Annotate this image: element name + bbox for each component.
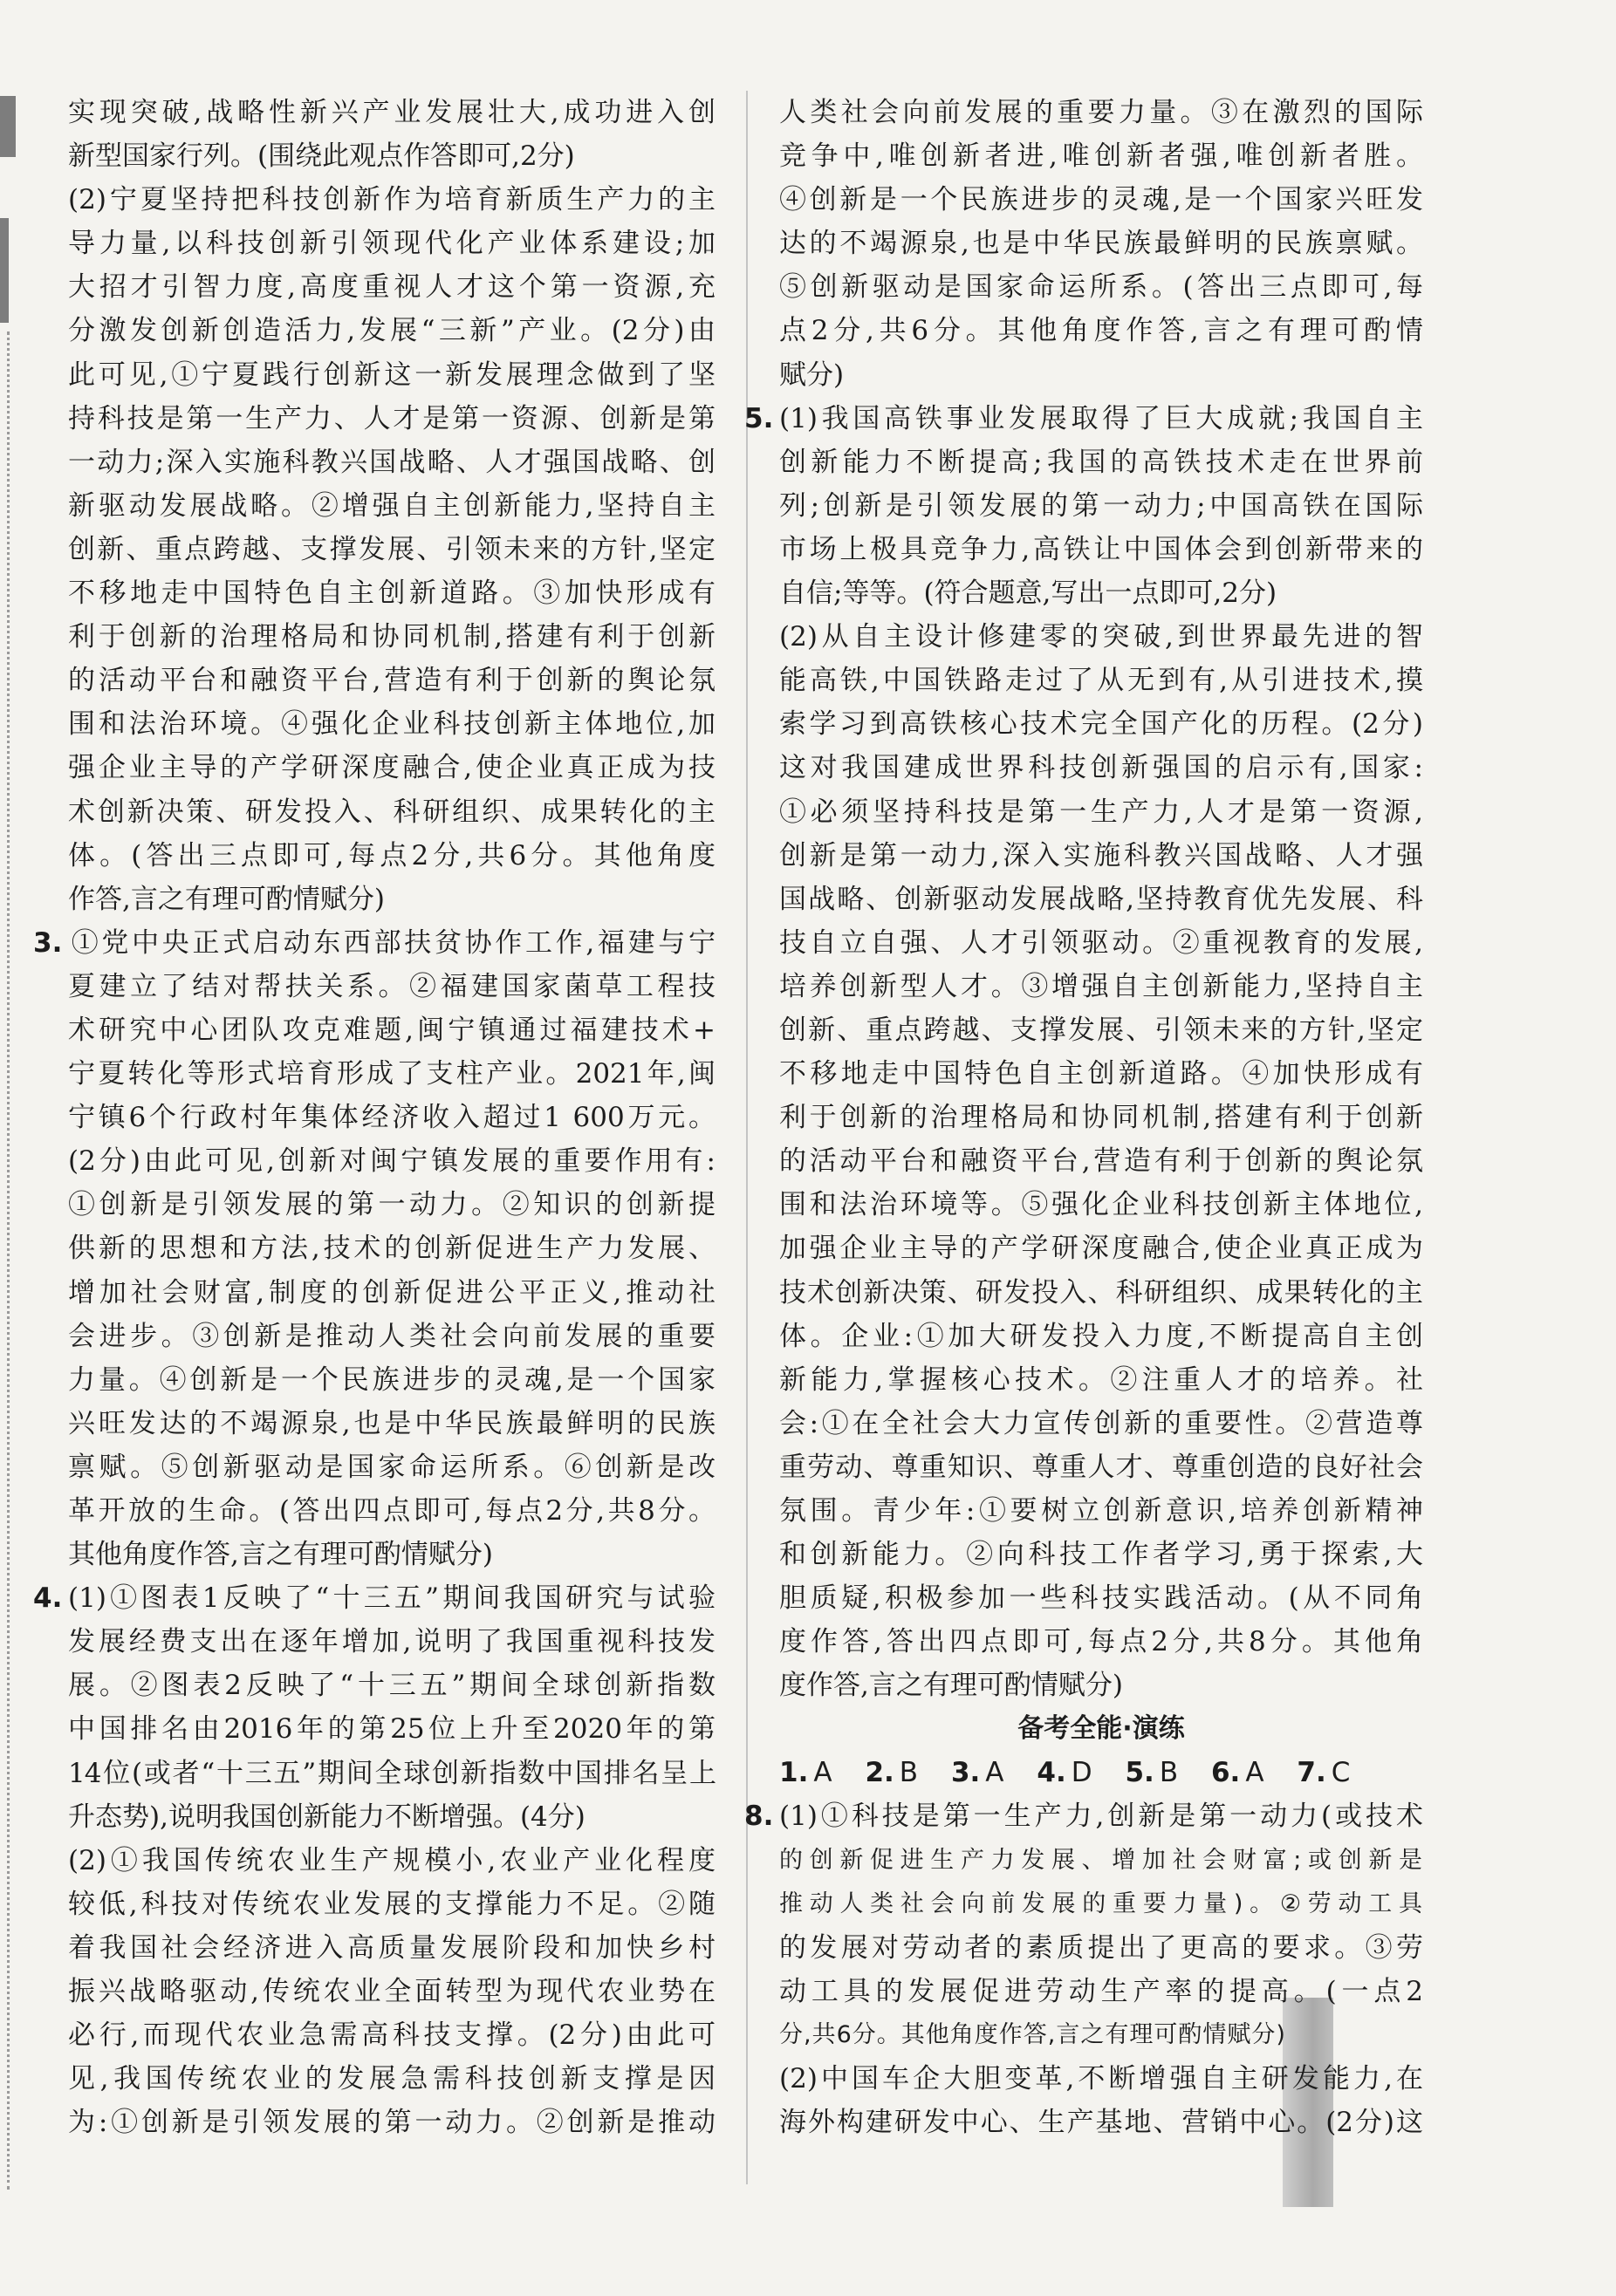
answer-block-q2-part2 xyxy=(68,178,716,921)
text-line: 技术创新决策、研发投入、科研组织、成果转化的主 xyxy=(779,1276,1423,1309)
text-line: 夏建立了结对帮扶关系。②福建国家菌草工程技 xyxy=(68,970,716,1002)
text-line: 胆质疑,积极参加一些科技实践活动。(从不同角 xyxy=(779,1582,1423,1615)
text-line: 强企业主导的产学研深度融合,使企业真正成为技 xyxy=(68,752,716,784)
text-line: (2)宁夏坚持把科技创新作为培育新质生产力的主 xyxy=(68,184,716,216)
text-line: 作答,言之有理可酌情赋分) xyxy=(68,883,385,915)
text-line: ⑤创新驱动是国家命运所系。(答出三点即可,每 xyxy=(779,271,1423,304)
text-line: 赋分) xyxy=(779,359,845,391)
answer-block-q5-part1 xyxy=(744,397,1423,615)
text-line: 利于创新的治理格局和协同机制,搭建有利于创新 xyxy=(779,1102,1423,1134)
text-line: 兴旺发达的不竭源泉,也是中华民族最鲜明的民族 xyxy=(68,1407,716,1439)
question-number: 5. xyxy=(744,402,774,434)
text-line: ④创新是一个民族进步的灵魂,是一个国家兴旺发 xyxy=(779,184,1423,216)
answer-item xyxy=(865,1751,918,1794)
text-line: 新驱动发展战略。②增强自主创新能力,坚持自主 xyxy=(68,489,716,522)
text-line: 动工具的发展促进劳动生产率的提高。(一点2 xyxy=(779,1975,1423,2007)
text-line: 市场上极具竞争力,高铁让中国体会到创新带来的 xyxy=(779,533,1423,565)
answer-block-q8-part2 xyxy=(779,2057,1423,2144)
text-line: 体。企业:①加大研发投入力度,不断提高自主创 xyxy=(779,1320,1423,1352)
text-line: 一动力;深入实施科教兴国战略、人才强国战略、创 xyxy=(68,446,716,478)
text-line: 度作答,言之有理可酌情赋分) xyxy=(779,1670,1123,1702)
left-column xyxy=(33,91,716,2144)
text-line: (2)中国车企大胆变革,不断增强自主研发能力,在 xyxy=(779,2063,1423,2095)
answer-value: A xyxy=(1245,1757,1264,1789)
text-line: 术创新决策、研发投入、科研组织、成果转化的主 xyxy=(68,796,716,828)
text-line: 海外构建研发中心、生产基地、营销中心。(2分)这 xyxy=(779,2107,1423,2139)
text-line: 会:①在全社会大力宣传创新的重要性。②营造尊 xyxy=(779,1407,1423,1439)
answer-value: A xyxy=(985,1757,1004,1789)
answer-value: D xyxy=(1071,1757,1092,1789)
text-line: 人类社会向前发展的重要力量。③在激烈的国际 xyxy=(779,97,1423,128)
text-line: 着我国社会经济进入高质量发展阶段和加快乡村 xyxy=(68,1931,716,1964)
text-line: 实现突破,战略性新兴产业发展壮大,成功进入创 xyxy=(68,97,716,128)
text-line: 点2分,共6分。其他角度作答,言之有理可酌情 xyxy=(779,315,1423,347)
text-line: ①创新是引领发展的第一动力。②知识的创新提 xyxy=(68,1189,716,1221)
answer-item xyxy=(779,1751,832,1794)
text-line: (2)从自主设计修建零的突破,到世界最先进的智 xyxy=(779,621,1423,653)
answer-block-q4-part1 xyxy=(33,1576,716,1839)
answer-number: 1. xyxy=(779,1757,809,1789)
text-line: 必行,而现代农业急需高科技支撑。(2分)由此可 xyxy=(68,2019,716,2052)
text-line: 见,我国传统农业的发展急需科技创新支撑是因 xyxy=(68,2063,716,2095)
text-line: 力量。④创新是一个民族进步的灵魂,是一个国家 xyxy=(68,1363,716,1396)
text-line: 重劳动、尊重知识、尊重人才、尊重创造的良好社会 xyxy=(779,1451,1423,1483)
binding-perforation xyxy=(7,331,10,2190)
answer-value: C xyxy=(1331,1757,1351,1789)
text-line: 索学习到高铁核心技术完全国产化的历程。(2分) xyxy=(779,708,1423,741)
text-line: 14位(或者“十三五”期间全球创新指数中国排名呈上 xyxy=(68,1757,716,1789)
answer-item xyxy=(1211,1751,1264,1794)
section-title: 备考全能·演练 xyxy=(1017,1713,1185,1745)
text-line: (1)①图表1反映了“十三五”期间我国研究与试验 xyxy=(68,1582,716,1615)
text-line: 持科技是第一生产力、人才是第一资源、创新是第 xyxy=(68,402,716,434)
text-line: (2分)由此可见,创新对闽宁镇发展的重要作用有: xyxy=(68,1145,716,1178)
text-line: 利于创新的治理格局和协同机制,搭建有利于创新 xyxy=(68,621,716,653)
text-line: 大招才引智力度,高度重视人才这个第一资源,充 xyxy=(68,271,716,304)
binding-edge-mark xyxy=(0,218,9,323)
text-line: 度作答,答出四点即可,每点2分,共8分。其他角 xyxy=(779,1626,1423,1658)
text-line: 宁镇6个行政村年集体经济收入超过1 600万元。 xyxy=(68,1102,716,1134)
text-line: 的发展对劳动者的素质提出了更高的要求。③劳 xyxy=(779,1931,1423,1964)
text-line: (2)①我国传统农业生产规模小,农业产业化程度 xyxy=(68,1844,716,1876)
text-line: 分,共6分。其他角度作答,言之有理可酌情赋分) xyxy=(779,2020,1286,2048)
text-line: 创新是第一动力,深入实施科教兴国战略、人才强 xyxy=(779,839,1423,871)
text-line: 技自立自强、人才引领驱动。②重视教育的发展, xyxy=(779,926,1423,959)
answer-block-q3 xyxy=(33,921,716,1576)
text-line: 其他角度作答,言之有理可酌情赋分) xyxy=(68,1539,493,1571)
text-line: 较低,科技对传统农业发展的支撑能力不足。②随 xyxy=(68,1888,716,1920)
text-line: 发展经费支出在逐年增加,说明了我国重视科技发 xyxy=(68,1626,716,1658)
answer-number: 5. xyxy=(1125,1757,1154,1789)
text-line: 围和法治环境。④强化企业科技创新主体地位,加 xyxy=(68,708,716,741)
answer-value: B xyxy=(1159,1757,1179,1789)
answer-number: 6. xyxy=(1210,1757,1241,1789)
answer-block-continued xyxy=(68,91,716,178)
text-line: (1)①科技是第一生产力,创新是第一动力(或技术 xyxy=(779,1801,1423,1833)
text-line: ①必须坚持科技是第一生产力,人才是第一资源, xyxy=(779,796,1423,828)
text-line: 禀赋。⑤创新驱动是国家命运所系。⑥创新是改 xyxy=(68,1451,716,1483)
text-line: 体。(答出三点即可,每点2分,共6分。其他角度 xyxy=(68,839,716,871)
text-line: 能高铁,中国铁路走过了从无到有,从引进技术,摸 xyxy=(779,665,1423,697)
text-line: 导力量,以科技创新引领现代化产业体系建设;加 xyxy=(68,228,716,260)
text-line: 宁夏转化等形式培育形成了支柱产业。2021年,闽 xyxy=(68,1058,716,1090)
text-line: 和创新能力。②向科技工作者学习,勇于探索,大 xyxy=(779,1539,1423,1571)
text-line: 展。②图表2反映了“十三五”期间全球创新指数 xyxy=(68,1670,716,1702)
text-line: 供新的思想和方法,技术的创新促进生产力发展、 xyxy=(68,1233,716,1265)
text-line: 振兴战略驱动,传统农业全面转型为现代农业势在 xyxy=(68,1976,716,2008)
answer-number: 7. xyxy=(1297,1757,1326,1789)
text-line: 升态势),说明我国创新能力不断增强。(4分) xyxy=(68,1801,585,1833)
answer-item xyxy=(1125,1751,1178,1794)
text-line: 达的不竭源泉,也是中华民族最鲜明的民族禀赋。 xyxy=(779,228,1423,260)
answer-item xyxy=(951,1751,1004,1794)
text-line: ①党中央正式启动东西部扶贫协作工作,福建与宁 xyxy=(68,926,716,959)
text-line: 中国排名由2016年的第25位上升至2020年的第 xyxy=(68,1713,716,1746)
text-line: 竞争中,唯创新者进,唯创新者强,唯创新者胜。 xyxy=(779,140,1423,173)
text-line: 氛围。青少年:①要树立创新意识,培养创新精神 xyxy=(779,1495,1423,1527)
text-line: 自信;等等。(符合题意,写出一点即可,2分) xyxy=(779,577,1277,610)
answer-number: 3. xyxy=(950,1757,981,1789)
text-line: 革开放的生命。(答出四点即可,每点2分,共8分。 xyxy=(68,1495,716,1527)
text-line: (1)我国高铁事业发展取得了巨大成就;我国自主 xyxy=(779,402,1423,434)
text-line: 此可见,①宁夏践行创新这一新发展理念做到了坚 xyxy=(68,359,716,391)
question-number: 4. xyxy=(33,1582,63,1615)
text-line: 创新、重点跨越、支撑发展、引领未来的方针,坚定 xyxy=(68,533,716,565)
text-line: 会进步。③创新是推动人类社会向前发展的重要 xyxy=(68,1320,716,1352)
text-line: 术研究中心团队攻克难题,闽宁镇通过福建技术+ xyxy=(68,1014,716,1046)
question-number: 3. xyxy=(33,926,63,959)
text-line: 不移地走中国特色自主创新道路。③加快形成有 xyxy=(68,577,716,610)
text-line: 推动人类社会向前发展的重要力量)。②劳动工具 xyxy=(779,1889,1423,1917)
text-line: 这对我国建成世界科技创新强国的启示有,国家: xyxy=(779,752,1423,784)
answer-number: 4. xyxy=(1037,1757,1066,1789)
binding-edge-mark xyxy=(0,96,16,157)
text-line: 培养创新型人才。③增强自主创新能力,坚持自主 xyxy=(779,970,1423,1002)
text-line: 新型国家行列。(围绕此观点作答即可,2分) xyxy=(68,140,575,173)
text-line: 为:①创新是引领发展的第一动力。②创新是推动 xyxy=(68,2107,716,2139)
answer-value: A xyxy=(813,1757,832,1789)
text-line: 的活动平台和融资平台,营造有利于创新的舆论氛 xyxy=(68,665,716,697)
text-line: 创新、重点跨越、支撑发展、引领未来的方针,坚定 xyxy=(779,1014,1423,1046)
text-line: 的创新促进生产力发展、增加社会财富;或创新是 xyxy=(779,1846,1423,1874)
text-line: 新能力,掌握核心技术。②注重人才的培养。社 xyxy=(779,1363,1423,1396)
answer-block-q8-part1 xyxy=(744,1794,1423,2057)
answer-item xyxy=(1037,1751,1092,1794)
text-line: 不移地走中国特色自主创新道路。④加快形成有 xyxy=(779,1058,1423,1090)
text-line: 创新能力不断提高;我国的高铁技术走在世界前 xyxy=(779,446,1423,478)
answer-value: B xyxy=(899,1757,919,1789)
answer-block-continued xyxy=(779,91,1423,397)
text-line: 的活动平台和融资平台,营造有利于创新的舆论氛 xyxy=(779,1145,1423,1178)
answer-item xyxy=(1297,1751,1350,1794)
answer-number: 2. xyxy=(865,1757,894,1789)
right-column xyxy=(744,91,1423,2144)
text-line: 分激发创新创造活力,发展“三新”产业。(2分)由 xyxy=(68,315,716,347)
question-number: 8. xyxy=(744,1801,774,1833)
answer-block-q4-part2 xyxy=(68,1839,716,2145)
text-line: 国战略、创新驱动发展战略,坚持教育优先发展、科 xyxy=(779,883,1423,915)
text-line: 围和法治环境等。⑤强化企业科技创新主体地位, xyxy=(779,1189,1423,1221)
multiple-choice-answers xyxy=(779,1751,1423,1794)
text-line: 列;创新是引领发展的第一动力;中国高铁在国际 xyxy=(779,489,1423,522)
text-line: 加强企业主导的产学研深度融合,使企业真正成为 xyxy=(779,1233,1423,1265)
answer-block-q5-part2 xyxy=(779,615,1423,1707)
text-line: 增加社会财富,制度的创新促进公平正义,推动社 xyxy=(68,1276,716,1309)
